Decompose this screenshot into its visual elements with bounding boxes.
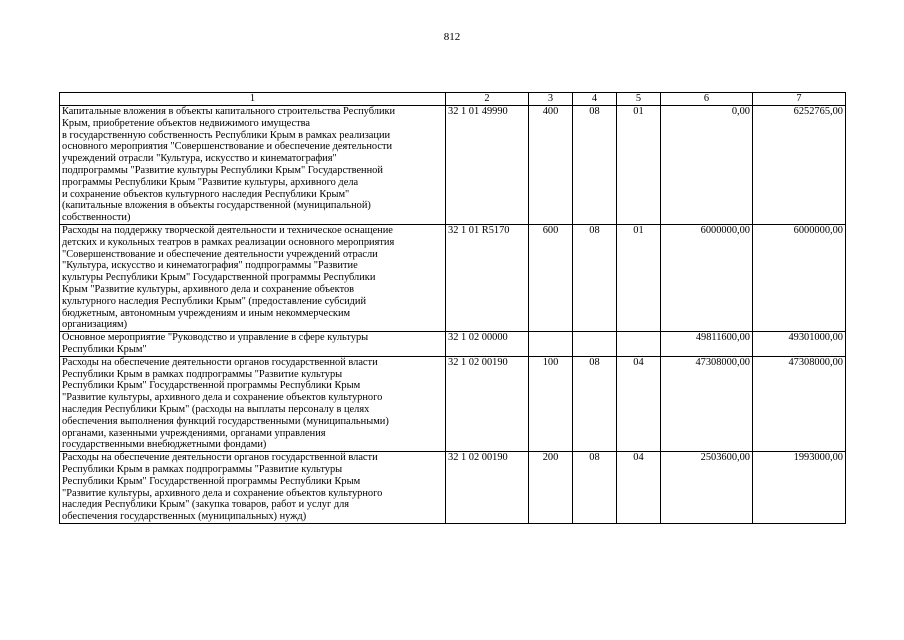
description-line: детских и кукольных театров в рамках реализации основного мероприятия <box>62 236 395 248</box>
description-line: учреждений отрасли "Культура, искусство и кинематография" <box>62 153 337 165</box>
row-col-3: 600 <box>529 224 573 331</box>
table-row <box>60 332 846 357</box>
description-line: Расходы на поддержку творческой деятельности и техническое оснащение <box>62 224 393 236</box>
description-line: собственности) <box>62 212 131 224</box>
row-col-5: 04 <box>617 452 661 524</box>
description-line: "Развитие культуры, архивного дела и сохранение объектов культурного <box>62 392 383 404</box>
row-col-3: 200 <box>529 452 573 524</box>
description-line: Республики Крым" Государственной программы Республики Крым <box>62 475 361 487</box>
description-line: Расходы на обеспечение деятельности органов государственной власти <box>62 356 378 368</box>
row-description <box>60 106 446 225</box>
row-code: 32 1 02 00190 <box>446 356 529 451</box>
row-col-4: 08 <box>573 106 617 225</box>
description-line: "Культура, искусство и кинематография" подпрограммы "Развитие <box>62 260 358 272</box>
description-line: наследия Республики Крым" (расходы на выплаты персоналу в целях <box>62 403 370 415</box>
description-line: основного мероприятия "Совершенствование и обеспечение деятельности <box>62 141 393 153</box>
description-line: Крым, приобретение объектов недвижимого имущества <box>62 117 311 129</box>
description-line: обеспечения государственных (муниципальных) нужд) <box>62 511 307 523</box>
description-line: государственными внебюджетными фондами) <box>62 439 267 451</box>
row-col-3 <box>529 332 573 357</box>
row-description <box>60 452 446 524</box>
row-amount-col-7: 6000000,00 <box>753 224 846 331</box>
row-code: 32 1 01 49990 <box>446 106 529 225</box>
description-line: и сохранение объектов культурного наследия Республики Крым" <box>62 188 350 200</box>
description-line: Республики Крым в рамках подпрограммы "Развитие культуры <box>62 463 343 475</box>
header-col-5: 5 <box>617 93 661 106</box>
description-line: подпрограммы "Развитие культуры Республики Крым" Государственной <box>62 164 383 176</box>
row-description <box>60 224 446 331</box>
budget-table <box>59 92 846 524</box>
row-amount-col-7: 49301000,00 <box>753 332 846 357</box>
row-code: 32 1 02 00190 <box>446 452 529 524</box>
row-amount-col-7: 6252765,00 <box>753 106 846 225</box>
header-col-2: 2 <box>446 93 529 106</box>
table-row <box>60 452 846 524</box>
description-line: Республики Крым" <box>62 343 147 355</box>
description-line: в государственную собственность Республики Крым в рамках реализации <box>62 129 391 141</box>
row-col-4: 08 <box>573 452 617 524</box>
description-line: программы Республики Крым "Развитие культуры, архивного дела <box>62 176 359 188</box>
row-amount-col-6: 2503600,00 <box>661 452 753 524</box>
description-line: обеспечения выполнения функций государственными (муниципальными) <box>62 415 389 427</box>
row-description <box>60 356 446 451</box>
row-code: 32 1 02 00000 <box>446 332 529 357</box>
row-col-5: 01 <box>617 224 661 331</box>
description-line: "Совершенствование и обеспечение деятельности учреждений отрасли <box>62 248 378 260</box>
header-col-6: 6 <box>661 93 753 106</box>
header-col-1: 1 <box>60 93 446 106</box>
row-amount-col-6: 47308000,00 <box>661 356 753 451</box>
description-line: бюджетным, автономным учреждениям и иным некоммерческим <box>62 307 351 319</box>
table-header-row <box>60 93 846 106</box>
row-description <box>60 332 446 357</box>
description-line: "Развитие культуры, архивного дела и сохранение объектов культурного <box>62 487 383 499</box>
description-line: (капитальные вложения в объекты государственной (муниципальной) <box>62 200 371 212</box>
description-line: Капитальные вложения в объекты капитального строительства Республики <box>62 106 396 117</box>
table-body <box>60 93 846 524</box>
table-row <box>60 356 846 451</box>
table-row <box>60 224 846 331</box>
row-col-4: 08 <box>573 224 617 331</box>
description-line: Крым "Развитие культуры, архивного дела и сохранение объектов <box>62 283 355 295</box>
row-amount-col-6: 6000000,00 <box>661 224 753 331</box>
header-col-7: 7 <box>753 93 846 106</box>
description-line: Республики Крым" Государственной программы Республики Крым <box>62 380 361 392</box>
row-col-4: 08 <box>573 356 617 451</box>
row-amount-col-6: 0,00 <box>661 106 753 225</box>
row-col-4 <box>573 332 617 357</box>
description-line: культуры Республики Крым" Государственной программы Республики <box>62 272 376 284</box>
header-col-4: 4 <box>573 93 617 106</box>
row-col-5: 01 <box>617 106 661 225</box>
description-line: Расходы на обеспечение деятельности органов государственной власти <box>62 452 378 464</box>
description-line: органами, казенными учреждениями, органами управления <box>62 427 326 439</box>
header-col-3: 3 <box>529 93 573 106</box>
page-number: 812 <box>443 31 461 43</box>
description-line: Основное мероприятие "Руководство и управление в сфере культуры <box>62 332 369 344</box>
row-col-3: 400 <box>529 106 573 225</box>
row-amount-col-7: 47308000,00 <box>753 356 846 451</box>
description-line: культурного наследия Республики Крым" (предоставление субсидий <box>62 295 367 307</box>
row-amount-col-6: 49811600,00 <box>661 332 753 357</box>
row-col-3: 100 <box>529 356 573 451</box>
description-line: наследия Республики Крым" (закупка товаров, работ и услуг для <box>62 499 350 511</box>
row-col-5: 04 <box>617 356 661 451</box>
row-col-5 <box>617 332 661 357</box>
description-line: организациям) <box>62 319 128 331</box>
row-amount-col-7: 1993000,00 <box>753 452 846 524</box>
table-row <box>60 106 846 225</box>
row-code: 32 1 01 R5170 <box>446 224 529 331</box>
description-line: Республики Крым в рамках подпрограммы "Развитие культуры <box>62 368 343 380</box>
